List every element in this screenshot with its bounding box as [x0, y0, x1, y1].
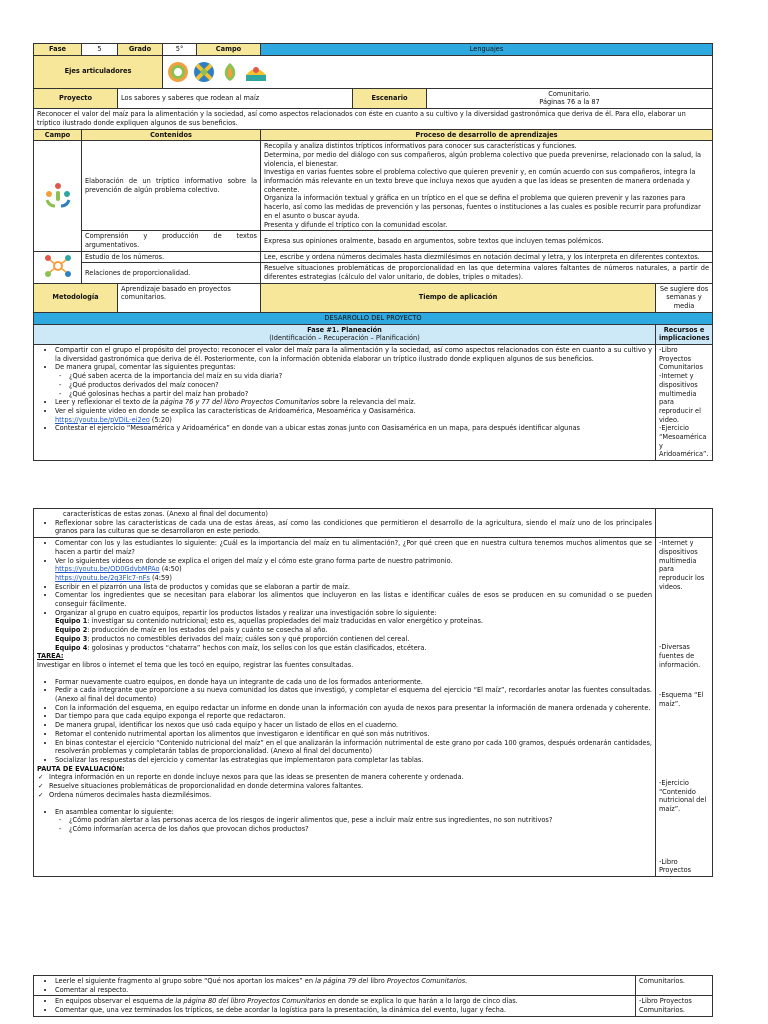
list-item: • Reflexionar sobre las características de cada una de estas áreas, así como las condiciones que permitieron el desarrollo de la agricultura, siendo el maíz uno de los principales granos para las culturas que se desarrollaron en este periodo. [55, 519, 652, 536]
list-item [55, 363, 652, 398]
ods-cross-circle-icon [193, 61, 215, 83]
tarea-label: TAREA: [37, 652, 64, 661]
ods-leaves-icon [219, 61, 241, 83]
planning-sheet-bottom [33, 975, 712, 1017]
ejes-icons [163, 55, 713, 88]
video-duration: (4:50) [159, 565, 182, 574]
campo-people-icon [43, 180, 73, 210]
header-row [34, 44, 713, 56]
recursos-label: Recursos e implicaciones [656, 324, 713, 344]
proyecto-label: Proyecto [34, 88, 118, 108]
list-item [55, 977, 632, 986]
equipo-task: : golosinas y productos “chatarra” hechos con maíz, los sellos con los que están clasificados, etcétera. [87, 643, 427, 652]
list-item: • Comentar los ingredientes que se necesitan para elaborar los alimentos que incluyeron en las listas e identificar cuáles de esos se producen en su comunidad o se pueden conseguir fácilmente. [55, 591, 652, 608]
block3-activities-b [34, 996, 636, 1016]
recursos-text: -Libro Proyectos [659, 857, 692, 875]
question-item: - ¿Qué saben acerca de la importancia del maíz en su vida diaria? [69, 372, 652, 381]
fase-label: Fase [34, 44, 82, 56]
pauta-item [38, 773, 652, 782]
equipo-name: Equipo 2 [55, 626, 88, 635]
contenido-2: Comprensión y producción de textos argumentativos. [82, 231, 261, 251]
desarrollo-title: DESARROLLO DEL PROYECTO [34, 312, 713, 324]
tarea-text: Investigar en libros o internet el tema que les tocó en equipo, registrar las fuentes consultadas. [37, 660, 354, 669]
purpose-row [34, 109, 713, 129]
proceso-1-line: Determina, por medio del diálogo con sus compañeros, algún problema colectivo que pueda prevenirse, relacionado con la salud, la violencia, el bienestar. [264, 150, 702, 168]
video-duration: (5:20) [149, 415, 172, 424]
proceso-2: Expresa sus opiniones oralmente, basado en argumentos, sobre textos que incluyen temas polémicos. [261, 231, 713, 251]
pauta-text: Resuelve situaciones problemáticas de proporcionalidad en donde determina valores faltantes. [49, 782, 364, 791]
pauta-label: PAUTA DE EVALUACIÓN: [37, 764, 125, 773]
recursos-3a: Comunitarios. [636, 976, 713, 996]
fase1-subtitle: (Identificación – Recuperación – Planificación) [269, 334, 420, 343]
block3-row-1 [34, 976, 713, 996]
text-fragment: de la página 76 y 77 del libro Proyectos Comunitarios [142, 398, 320, 407]
fase-value: 5 [82, 44, 118, 56]
col-campo: Campo [34, 129, 82, 141]
proceso-4: Resuelve situaciones problemáticas de proporcionalidad en las que determina valores faltantes de números naturales, a partir de diferentes estrategias (cálculo del valor unitario, de dobles, triples o mitades). [261, 263, 713, 283]
question-item: - ¿Qué golosinas hechas a partir del maíz han probado? [69, 390, 652, 399]
proceso-1-line: Presenta y difunde el tríptico con la comunidad escolar. [264, 220, 448, 229]
grado-value: 5° [163, 44, 197, 56]
planning-sheet-middle [33, 508, 712, 877]
content-row-1 [34, 141, 713, 231]
pauta-text: Integra información en un reporte en donde incluye nexos para que las ideas se presenten de manera coherente y ordenada. [49, 773, 464, 782]
content-row-2 [34, 231, 713, 251]
check-icon: ✓ [38, 773, 44, 782]
pauta-item [38, 782, 652, 791]
text-fragment: Ver el siguiente video en donde se explica las características de Aridoamérica, Mesoamérica y Oasisamérica. [55, 406, 416, 415]
campo-connections-icon [43, 253, 73, 279]
col-proceso: Proceso de desarrollo de aprendizajes [261, 129, 713, 141]
list-item-text: De manera grupal, comentar las siguientes preguntas: [55, 363, 236, 372]
ods-rainbow-circle-icon [167, 61, 189, 83]
list-item: • En binas contestar el ejercicio “Contenido nutricional del maíz” en el que analizarán la información nutrimental de este grano por cada 100 gramos, después ordenarán cantidades, resolverán problemas y completarán tablas de proporcionalidad. (Anexo al final del documento) [55, 739, 652, 756]
col-contenidos: Contenidos [82, 129, 261, 141]
grado-label: Grado [118, 44, 163, 56]
equipo-name: Equipo 4 [55, 643, 88, 652]
video-link-2[interactable]: https://youtu.be/2q3Flc7-nFs [55, 573, 150, 582]
metodologia-label: Metodología [34, 283, 118, 312]
block2-row-a [34, 509, 713, 538]
campo-label: Campo [197, 44, 261, 56]
proyecto-row [34, 88, 713, 108]
proceso-1-line: Organiza la información textual y gráfica en un tríptico en el que se defina el problema que quieren prevenir y las razones para hacerlo, así como las medidas de prevención y las personas, fuentes o instituciones a las cuales es posible recurrir para profundizar en el asunto o buscar ayuda. [264, 194, 701, 220]
list-item [55, 557, 652, 583]
text-fragment: Ver lo siguientes videos en donde se explica el origen del maíz y el cómo este grano forma parte de nuestro patrimonio. [55, 556, 453, 565]
escenario-cell [427, 88, 713, 108]
text-fragment: En equipos observar el esquema [55, 997, 166, 1006]
list-item: • Compartir con el grupo el propósito del proyecto: reconocer el valor del maíz para la alimentación y la sociedad, así como aspectos relacionados con éste en cuanto a su cultivo y la diversidad gastronómica que deriva de él. Posteriormente, con la información obtenida elaborar un tríptico ilustrado donde expliquen algunos de sus beneficios. [55, 346, 652, 363]
contenido-1: Elaboración de un tríptico informativo sobre la prevención de algún problema colectivo. [82, 141, 261, 231]
metodologia-value: Aprendizaje basado en proyectos comunitarios. [118, 283, 261, 312]
list-item: • Dar tiempo para que cada equipo exponga el reporte que redactaron. [55, 712, 652, 721]
equipo-task: : investigar su contenido nutricional; esto es, aquellas propiedades del maíz traducidas en valor energético y proteínas. [87, 617, 483, 626]
fase1-row [34, 324, 713, 344]
tiempo-value: Se sugiere dos semanas y media [656, 283, 713, 312]
text-fragment: En asamblea comentar lo siguiente: [55, 807, 174, 816]
question-item: - ¿Cómo podrían alertar a las personas acerca de los riesgos de ingerir alimentos que, pese a incluir maíz entre sus ingredientes, no son nutritivos? [69, 816, 652, 825]
list-item [55, 997, 632, 1006]
block3-activities-a [34, 976, 636, 996]
text-fragment: de la página 80 del libro Proyectos Comunitarios [165, 997, 326, 1006]
recursos-2 [656, 538, 713, 877]
video-link[interactable]: https://youtu.be/pVDiL-ei2eo [55, 415, 150, 424]
tiempo-label: Tiempo de aplicación [261, 283, 656, 312]
block2-main [34, 538, 656, 877]
list-item: • De manera grupal, identificar los nexos que usó cada equipo y hacer un listado de ellos en el cuaderno. [55, 721, 652, 730]
text-fragment: Proyectos Comunitarios. [386, 977, 468, 985]
check-icon: ✓ [38, 790, 44, 799]
text-fragment: Leer y reflexionar el texto [55, 398, 143, 407]
proceso-3: Lee, escribe y ordena números decimales hasta diezmilésimos en notación decimal y letra, y los interpreta en diferentes contextos. [261, 251, 713, 263]
list-item [55, 609, 652, 653]
check-icon: ✓ [38, 782, 44, 791]
proyecto-value: Los sabores y saberes que rodean al maíz [118, 88, 353, 108]
list-item: • Comentar con los y las estudiantes lo siguiente: ¿Cuál es la importancia del maíz en tu alimentación?, ¿Por qué creen que en nuestra cultura tenemos muchos alimentos que se hacen a partir del maíz? [55, 539, 652, 556]
escenario-value: Comunitario. [548, 89, 591, 98]
equipo-name: Equipo 1 [55, 617, 88, 626]
text-fragment: la página 79 del [315, 977, 369, 985]
campo-icon-cell-2 [34, 251, 82, 283]
purpose-text: Reconocer el valor del maíz para la alimentación y la sociedad, así como aspectos relacionados con éste en cuanto a su cultivo y la diversidad gastronómica que deriva de él. Para ello, elaborar un tríptico ilustrado donde expliquen algunos de sus beneficios. [34, 109, 713, 129]
text-fragment: libro [368, 977, 387, 985]
desarrollo-row [34, 312, 713, 324]
ods-landscape-icon [245, 61, 267, 83]
contenido-3: Estudio de los números. [82, 251, 261, 263]
ejes-row [34, 55, 713, 88]
list-item: • Escribir en el pizarrón una lista de productos y comidas que se elaboran a partir de maíz. [55, 583, 652, 592]
list-item: • Comentar al respecto. [55, 986, 632, 995]
text-line: características de estas zonas. (Anexo al final del documento) [63, 510, 268, 518]
list-item: • Pedir a cada integrante que proporcione a su nueva comunidad los datos que investigó, y completar el esquema del ejercicio “El maíz”, recordarles anotar las fuentes consultadas. (Anexo al final del documento) [55, 686, 652, 703]
list-item [55, 407, 652, 424]
equipo-name: Equipo 3 [55, 634, 88, 643]
block1-row [34, 344, 713, 460]
columns-header-row [34, 129, 713, 141]
recursos-text: -Diversas fuentes de información. [659, 643, 701, 669]
question-item: - ¿Cómo informarían acerca de los daños que provocan dichos productos? [69, 825, 652, 834]
fase1-header [34, 324, 656, 344]
text-fragment: sobre la relevancia del maíz. [319, 398, 416, 407]
text-fragment: Leerle el siguiente fragmento al grupo sobre “Qué nos aportan los maíces” en [55, 977, 316, 985]
campo-value: Lenguajes [261, 44, 713, 56]
pauta-text: Ordena números decimales hasta diezmilésimos. [49, 790, 212, 799]
block1-activities [34, 344, 656, 460]
recursos-text: -Ejercicio “Contenido nutricional del maíz”. [659, 778, 707, 813]
list-item: • Socializar las respuestas del ejercicio y comentar las estrategias que implementaron para completar las tablas. [55, 756, 652, 765]
recursos-text: -Esquema “El maíz”. [659, 691, 704, 709]
campo-icon-cell-1 [34, 141, 82, 251]
planning-sheet-top [33, 43, 712, 461]
paginas-value: Páginas 76 a la 87 [539, 98, 600, 107]
pauta-item [38, 790, 652, 800]
block2-row-b [34, 538, 713, 877]
metodologia-row [34, 283, 713, 312]
proceso-1 [261, 141, 713, 231]
text-fragment: en donde se explica lo que harán a lo largo de cinco días. [325, 997, 518, 1006]
escenario-label: Escenario [353, 88, 427, 108]
recursos-1: -Libro Proyectos Comunitarios -Internet y dispositivos multimedia para reproducir el video. -Ejercicio “Mesoamérica y Aridoamérica”. [656, 344, 713, 460]
content-row-3 [34, 251, 713, 263]
equipo-task: : productos no comestibles derivados del maíz; cuáles son y qué proporción contienen del cereal. [87, 634, 410, 643]
block2-cont [34, 509, 656, 538]
list-item: • Comentar que, una vez terminados los trípticos, se debe acordar la logística para la presentación, la dinámica del evento, lugar y fecha. [55, 1006, 632, 1015]
ejes-label: Ejes articuladores [34, 55, 163, 88]
video-link-1[interactable]: https://youtu.be/OD0GdvbMPAo [55, 565, 160, 574]
proceso-1-line: Recopila y analiza distintos trípticos informativos para conocer sus características y funciones. [264, 142, 577, 151]
video-duration: (4:59) [149, 573, 172, 582]
content-row-4 [34, 263, 713, 283]
text-fragment: Organizar al grupo en cuatro equipos, repartir los productos listados y realizar una investigación sobre lo siguiente: [55, 608, 437, 617]
question-item: - ¿Qué productos derivados del maíz conocen? [69, 381, 652, 390]
list-item [55, 808, 652, 834]
list-item: • Formar nuevamente cuatro equipos, en donde haya un integrante de cada uno de los formados anteriormente. [55, 678, 652, 687]
block3-row-2 [34, 996, 713, 1016]
empty-recursos [656, 509, 713, 538]
recursos-3b: -Libro Proyectos Comunitarios. [636, 996, 713, 1016]
contenido-4: Relaciones de proporcionalidad. [82, 263, 261, 283]
list-item: • Retomar el contenido nutrimental aportan los alimentos que investigaron e identificar en qué son más nutritivos. [55, 730, 652, 739]
recursos-text: -Internet y dispositivos multimedia para reproducir los videos. [659, 539, 705, 591]
fase1-title: Fase #1. Planeación [307, 325, 382, 334]
proceso-1-line: Investiga en varias fuentes sobre el problema colectivo que quieren prevenir y, en común acuerdo con sus compañeros, integra la información más relevante en un texto breve que incluya nexos que ayuden a que las ideas se presenten de manera ordenada y coherente. [264, 168, 696, 194]
equipo-task: : producción de maíz en los estados del país y cuánto se cosecha al año. [87, 626, 328, 635]
list-item [55, 398, 652, 407]
list-item: • Con la información del esquema, en equipo redactar un informe en donde unan la información con ayuda de nexos para presentar la información de manera ordenada y coherente. [55, 704, 652, 713]
list-item: • Contestar el ejercicio “Mesoamérica y Aridoamérica” en donde van a ubicar estas zonas junto con Oasisamérica en un mapa, para después identificar algunas [55, 424, 652, 433]
